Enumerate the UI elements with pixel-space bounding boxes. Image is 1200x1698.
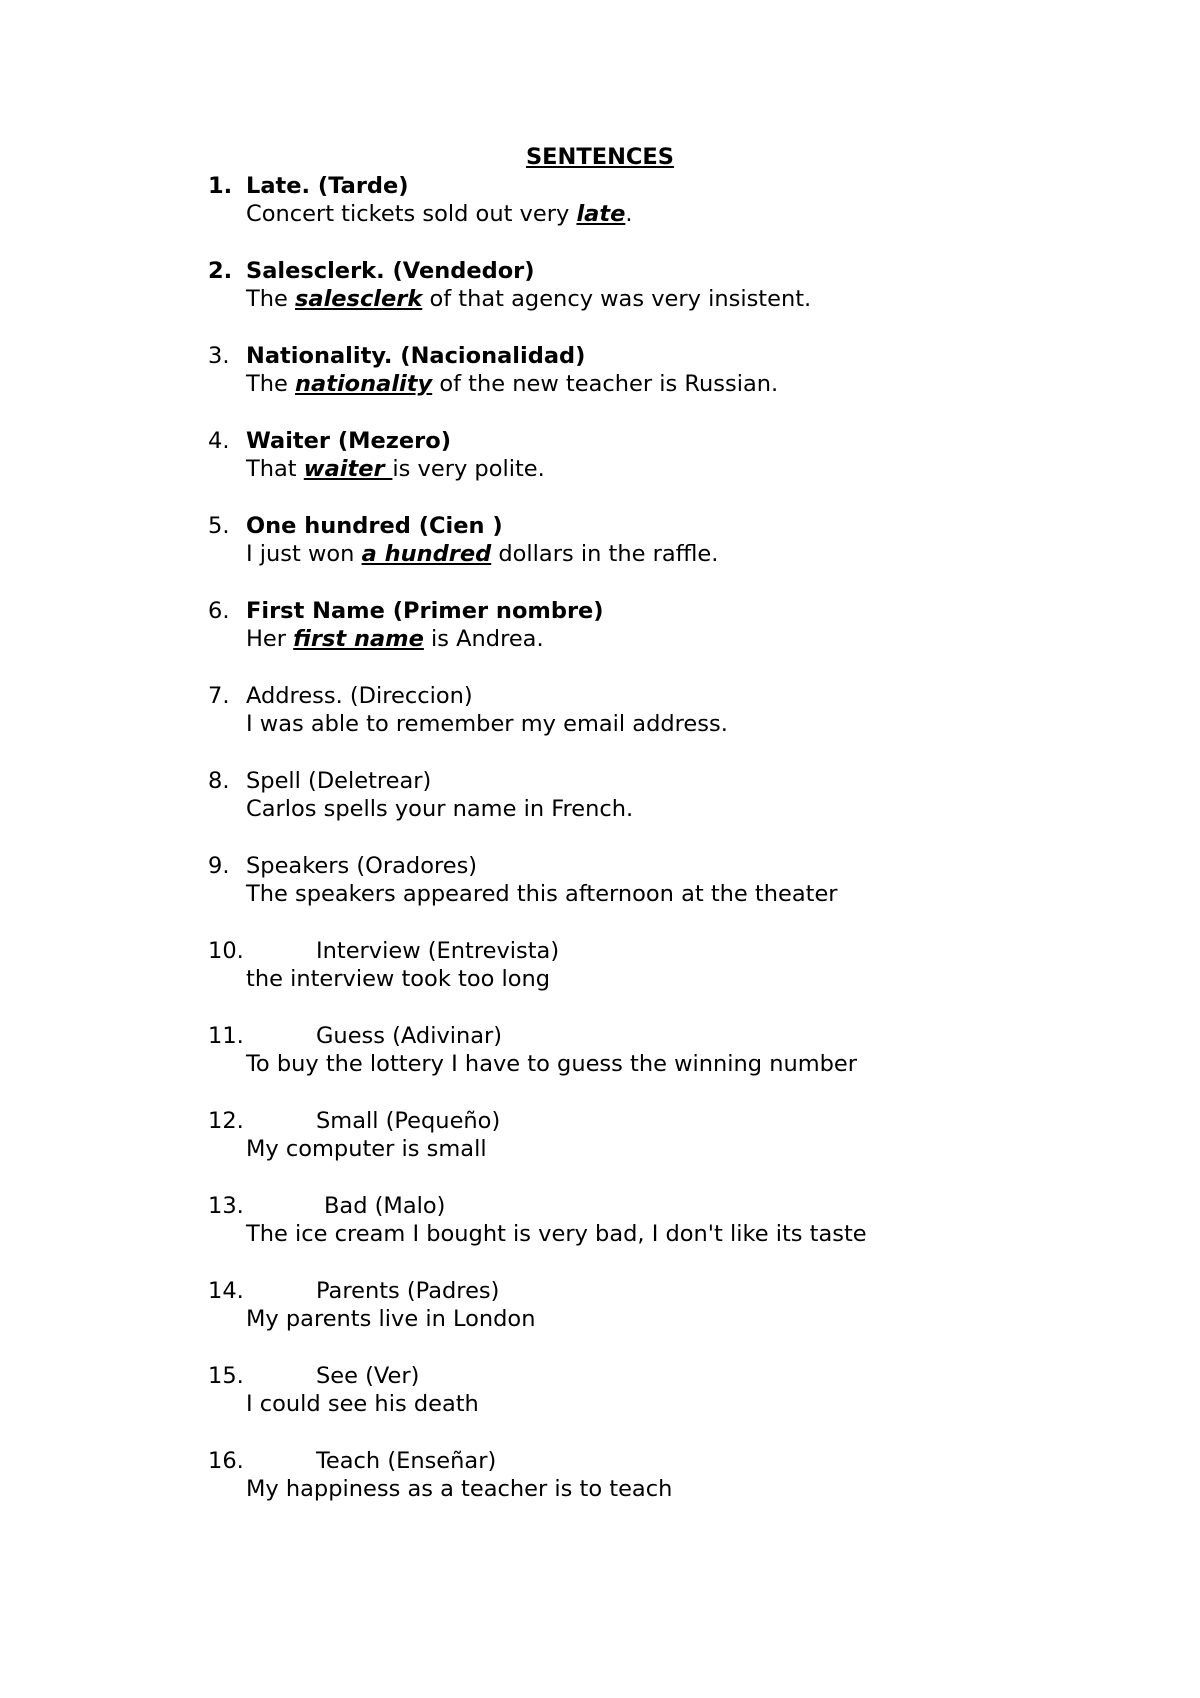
item-sentence: Her first name is Andrea. <box>246 626 544 652</box>
item-number: 4. <box>208 428 230 454</box>
list-item <box>208 852 1148 908</box>
list-item <box>208 1362 1148 1418</box>
list-item <box>208 342 1148 398</box>
item-word: Late. (Tarde) <box>246 173 409 199</box>
item-word: Teach (Enseñar) <box>316 1448 497 1474</box>
item-number: 11. <box>208 1023 244 1049</box>
item-word: One hundred (Cien ) <box>246 513 503 539</box>
item-number: 16. <box>208 1448 244 1474</box>
item-sentence: the interview took too long <box>246 966 551 992</box>
item-sentence: My computer is small <box>246 1136 487 1162</box>
list-item <box>208 597 1148 653</box>
item-number: 7. <box>208 683 230 709</box>
item-sentence: I was able to remember my email address. <box>246 711 728 737</box>
item-number: 3. <box>208 343 230 369</box>
item-number: 9. <box>208 853 230 879</box>
list-item <box>208 1022 1148 1078</box>
keyword: waiter <box>303 456 393 482</box>
item-sentence: To buy the lottery I have to guess the winning number <box>246 1051 858 1077</box>
item-number: 2. <box>208 258 233 284</box>
list-item <box>208 512 1148 568</box>
item-sentence: The salesclerk of that agency was very insistent. <box>246 286 812 312</box>
item-word: Nationality. (Nacionalidad) <box>246 343 586 369</box>
list-item <box>208 1447 1148 1503</box>
item-word: First Name (Primer nombre) <box>246 598 604 624</box>
keyword: a hundred <box>361 541 492 567</box>
item-sentence: I just won a hundred dollars in the raffle. <box>246 541 719 567</box>
item-number: 1. <box>208 173 233 199</box>
list-item <box>208 682 1148 738</box>
keyword: nationality <box>295 371 433 397</box>
list-item <box>208 767 1148 823</box>
item-sentence: Carlos spells your name in French. <box>246 796 634 822</box>
list-item <box>208 172 1148 228</box>
item-word: Small (Pequeño) <box>316 1108 501 1134</box>
keyword: late <box>576 201 626 227</box>
list-item <box>208 1192 1148 1248</box>
item-sentence: My parents live in London <box>246 1306 536 1332</box>
item-number: 5. <box>208 513 230 539</box>
item-word: Waiter (Mezero) <box>246 428 451 454</box>
item-number: 14. <box>208 1278 244 1304</box>
item-word: Spell (Deletrear) <box>246 768 432 794</box>
item-number: 10. <box>208 938 244 964</box>
page-title: SENTENCES <box>525 144 675 170</box>
item-sentence: I could see his death <box>246 1391 479 1417</box>
list-item <box>208 427 1148 483</box>
list-item <box>208 937 1148 993</box>
keyword: first name <box>293 626 424 652</box>
item-word: Parents (Padres) <box>316 1278 500 1304</box>
keyword: salesclerk <box>295 286 423 312</box>
item-word: Speakers (Oradores) <box>246 853 478 879</box>
item-sentence: Concert tickets sold out very late. <box>246 201 633 227</box>
list-item <box>208 257 1148 313</box>
item-number: 8. <box>208 768 230 794</box>
item-number: 12. <box>208 1108 244 1134</box>
list-item <box>208 1277 1148 1333</box>
item-number: 13. <box>208 1193 244 1219</box>
item-sentence: That waiter is very polite. <box>246 456 545 482</box>
item-word: Address. (Direccion) <box>246 683 473 709</box>
item-sentence: My happiness as a teacher is to teach <box>246 1476 673 1502</box>
item-word: Interview (Entrevista) <box>316 938 560 964</box>
item-word: Bad (Malo) <box>324 1193 446 1219</box>
item-number: 6. <box>208 598 230 624</box>
item-sentence: The speakers appeared this afternoon at the theater <box>246 881 838 907</box>
item-sentence: The nationality of the new teacher is Russian. <box>246 371 779 397</box>
item-word: Salesclerk. (Vendedor) <box>246 258 535 284</box>
item-sentence: The ice cream I bought is very bad, I don't like its taste <box>246 1221 867 1247</box>
item-word: Guess (Adivinar) <box>316 1023 503 1049</box>
list-item <box>208 1107 1148 1163</box>
item-number: 15. <box>208 1363 244 1389</box>
item-word: See (Ver) <box>316 1363 420 1389</box>
